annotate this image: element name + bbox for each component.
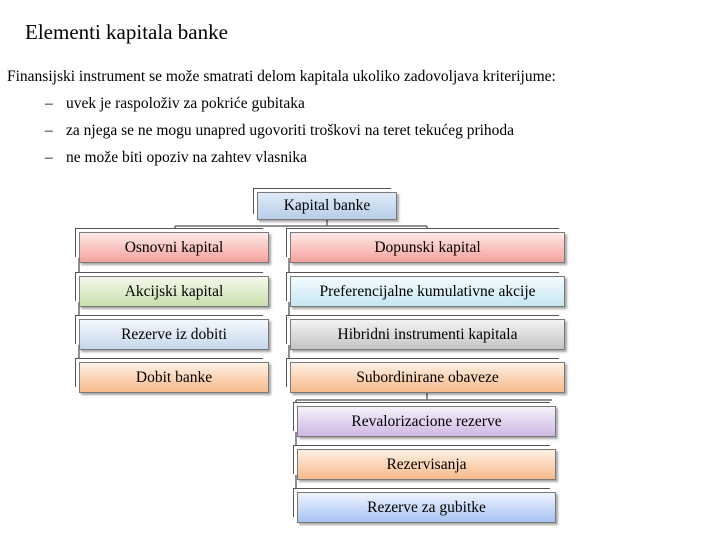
node-rezervisanja: Rezervisanja: [297, 449, 556, 480]
node-dobit-banke: Dobit banke: [79, 362, 269, 393]
criteria-text: uvek je raspoloživ za pokriće gubitaka: [66, 95, 305, 112]
bullet-dash: –: [45, 122, 53, 139]
bullet-dash: –: [45, 95, 53, 112]
node-kapital-banke: Kapital banke: [257, 192, 397, 220]
bullet-dash: –: [45, 149, 53, 166]
node-akcijski-kapital: Akcijski kapital: [79, 276, 269, 307]
node-revalorizacione-rezerve: Revalorizacione rezerve: [297, 406, 556, 437]
criteria-text: za njega se ne mogu unapred ugovoriti troškovi na teret tekućeg prihoda: [66, 122, 515, 139]
criteria-text: ne može biti opoziv na zahtev vlasnika: [66, 149, 308, 166]
node-hibridni-instrumenti: Hibridni instrumenti kapitala: [290, 319, 565, 350]
node-rezerve-za-gubitke: Rezerve za gubitke: [297, 492, 556, 523]
node-preferencijalne-akcije: Preferencijalne kumulativne akcije: [290, 276, 565, 307]
node-osnovni-kapital: Osnovni kapital: [79, 232, 269, 263]
node-dopunski-kapital: Dopunski kapital: [290, 232, 565, 263]
slide-title: Elementi kapitala banke: [25, 20, 228, 44]
node-subordinirane-obaveze: Subordinirane obaveze: [290, 362, 565, 393]
node-rezerve-iz-dobiti: Rezerve iz dobiti: [79, 319, 269, 350]
intro-text: Finansijski instrument se može smatrati delom kapitala ukoliko zadovoljava kriterijume:: [7, 68, 556, 85]
